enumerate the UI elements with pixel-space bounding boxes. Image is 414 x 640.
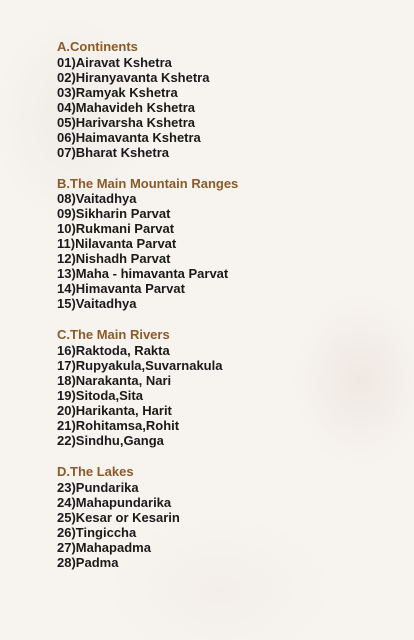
list-item: 04)Mahavideh Kshetra (57, 99, 195, 115)
list-item: 11)Nilavanta Parvat (57, 236, 177, 252)
list-item: 10)Rukmani Parvat (57, 221, 175, 237)
list-item: 14)Himavanta Parvat (57, 281, 185, 297)
section-title: B.The Main Mountain Ranges (57, 175, 239, 191)
list-item: 19)Sitoda,Sita (57, 388, 143, 404)
legend-list (57, 40, 397, 587)
list-item: 28)Padma (57, 554, 119, 570)
section-title: A.Continents (57, 39, 138, 54)
section-main-rivers (57, 328, 397, 448)
list-item: 21)Rohitamsa,Rohit (57, 418, 180, 434)
list-item: 09)Sikharin Parvat (57, 206, 171, 222)
list-item: 12)Nishadh Parvat (57, 251, 171, 267)
list-item: 05)Harivarsha Kshetra (57, 114, 196, 130)
list-item: 13)Maha - himavanta Parvat (57, 266, 229, 282)
list-item: 18)Narakanta, Nari (57, 373, 172, 389)
list-item: 23)Pundarika (57, 479, 139, 495)
section-lakes (57, 465, 397, 570)
list-item: 06)Haimavanta Kshetra (57, 129, 201, 145)
list-item: 15)Vaitadhya (57, 296, 137, 312)
list-item: 08)Vaitadhya (57, 191, 137, 207)
list-item: 03)Ramyak Kshetra (57, 84, 178, 100)
section-title: C.The Main Rivers (57, 327, 170, 343)
list-item: 20)Harikanta, Harit (57, 403, 172, 419)
list-item: 17)Rupyakula,Suvarnakula (57, 358, 223, 374)
list-item: 01)Airavat Kshetra (57, 54, 172, 70)
section-continents (57, 40, 397, 160)
list-item: 22)Sindhu,Ganga (57, 433, 164, 449)
section-title: D.The Lakes (57, 464, 134, 480)
list-item: 16)Raktoda, Rakta (57, 343, 170, 359)
list-item: 25)Kesar or Kesarin (57, 509, 180, 525)
list-item: 07)Bharat Kshetra (57, 144, 169, 160)
list-item: 24)Mahapundarika (57, 494, 172, 510)
section-mountain-ranges (57, 177, 397, 312)
list-item: 27)Mahapadma (57, 539, 151, 555)
list-item: 02)Hiranyavanta Kshetra (57, 69, 210, 85)
list-item: 26)Tingiccha (57, 524, 137, 540)
